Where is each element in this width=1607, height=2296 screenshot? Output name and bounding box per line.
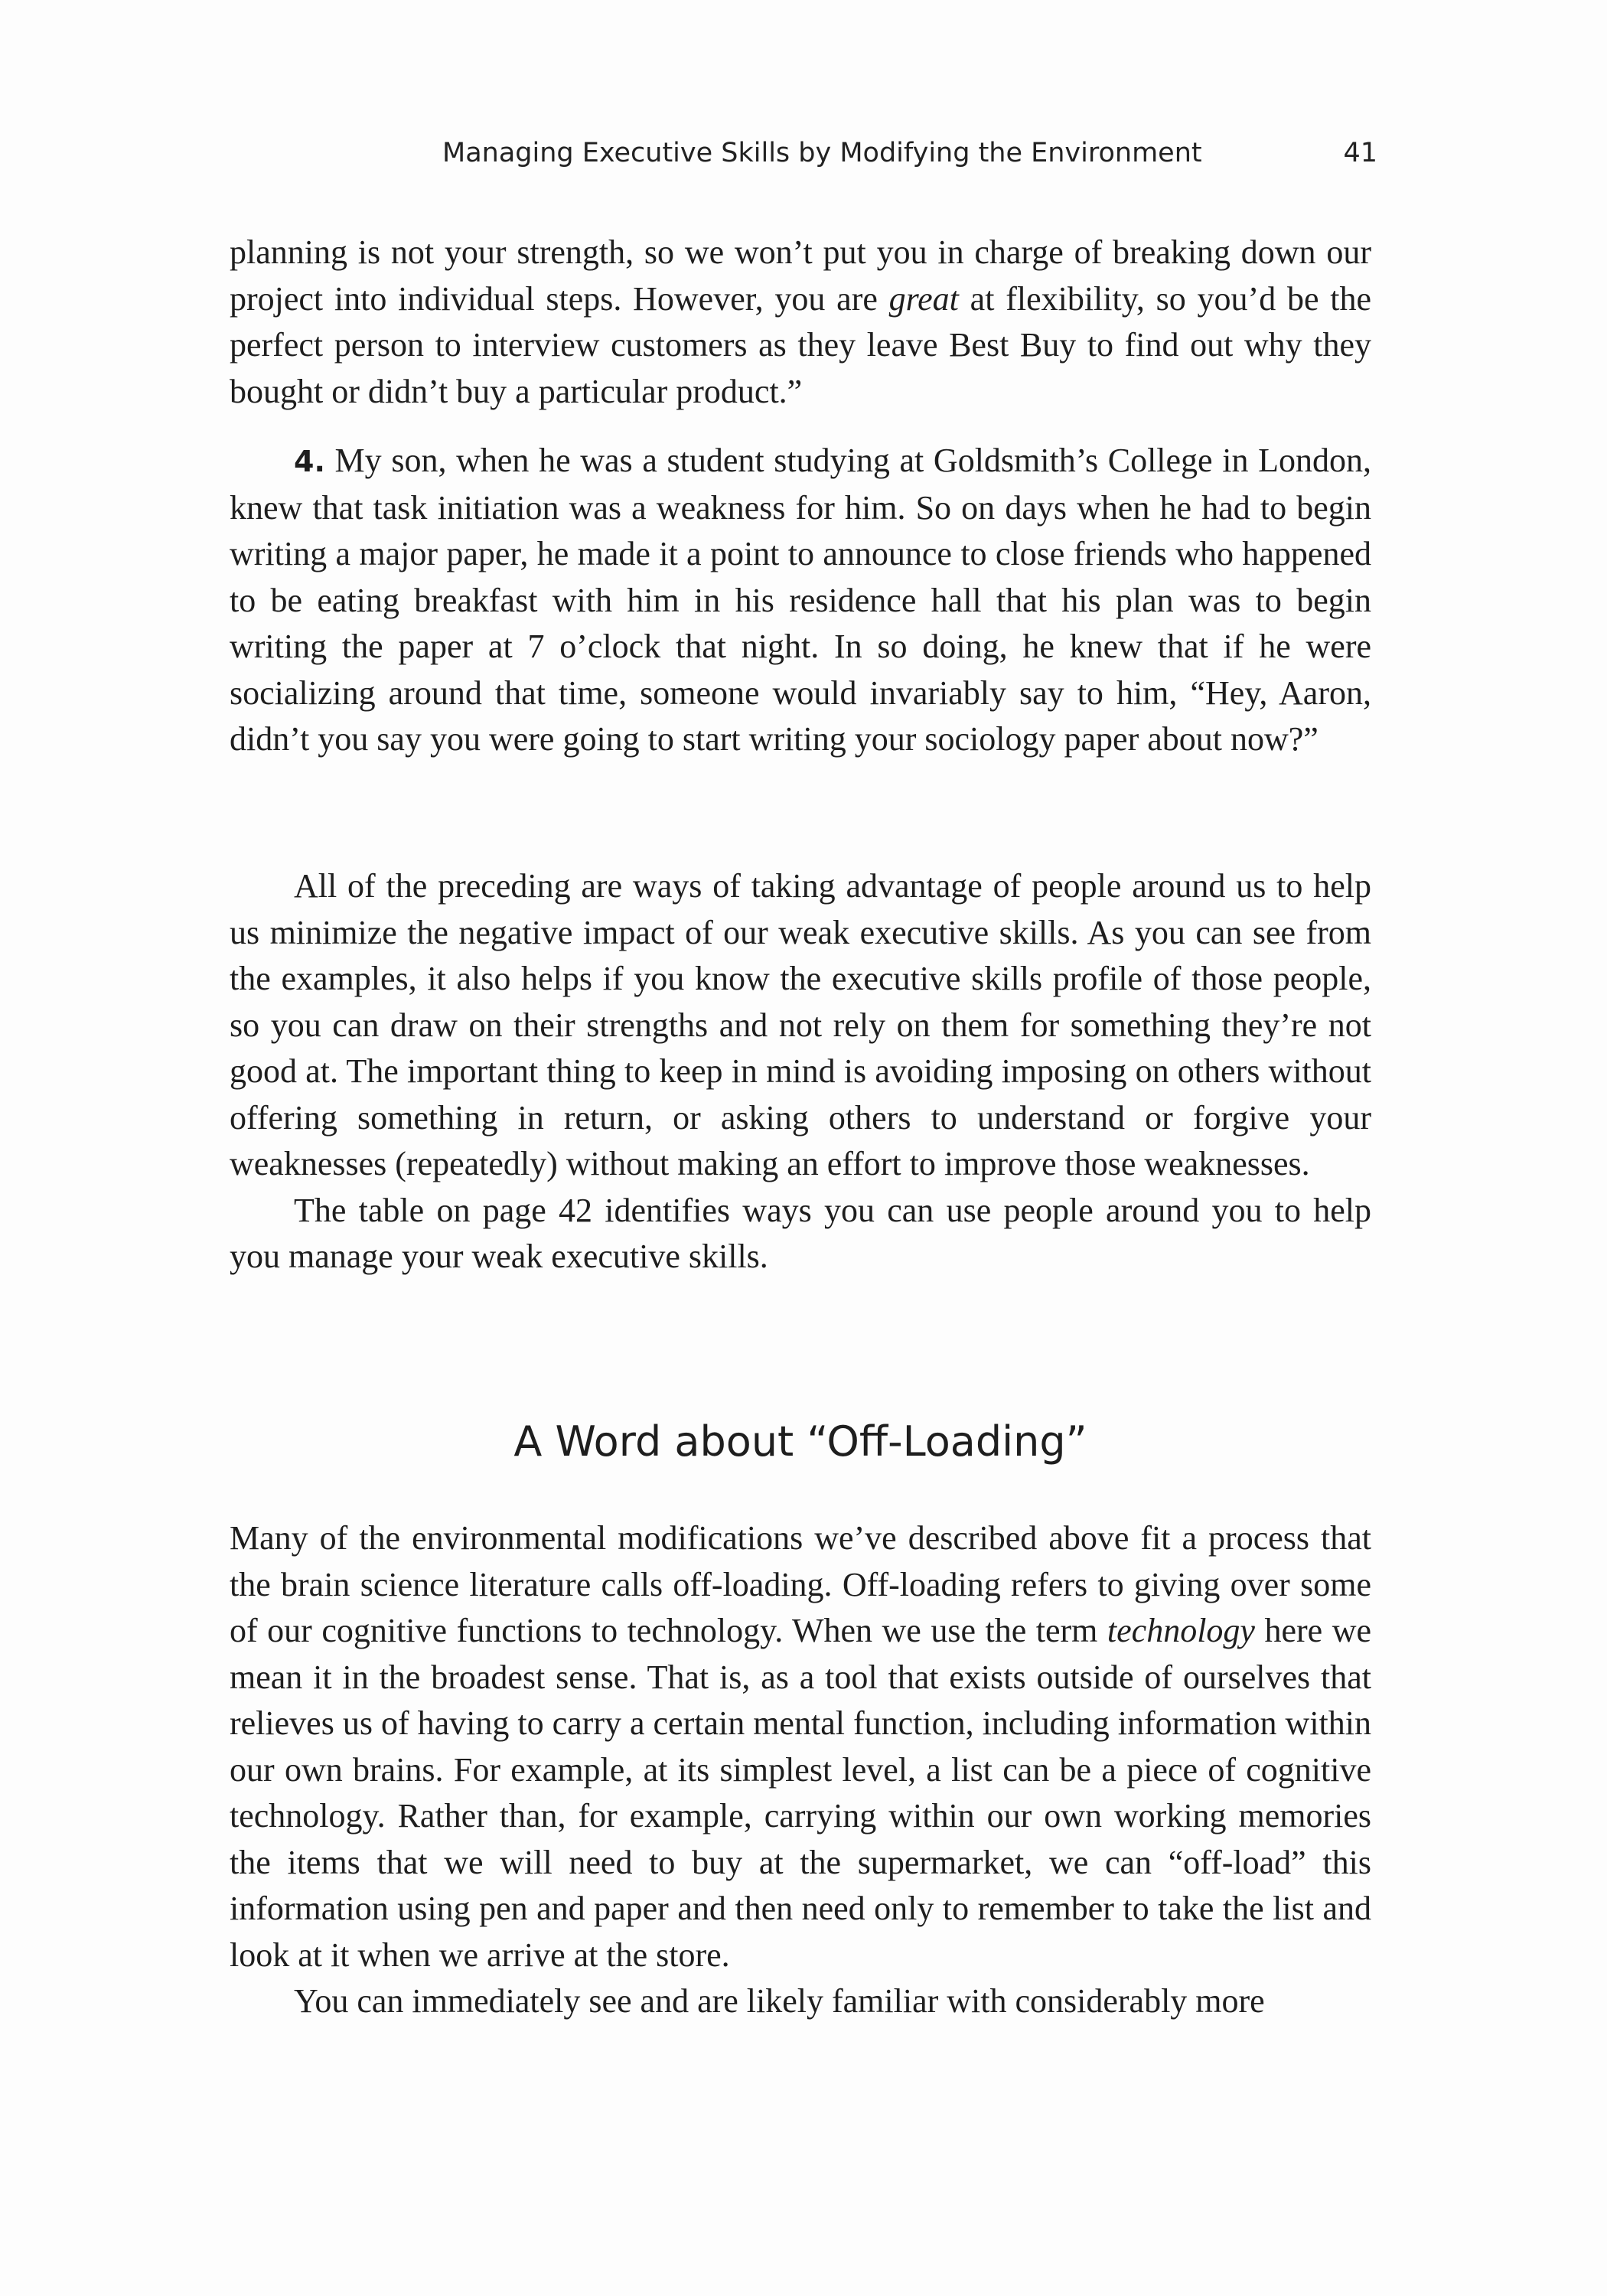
section-heading: A Word about “Off-Loading” <box>513 1417 1087 1466</box>
item-number: 4. <box>294 445 325 478</box>
running-head <box>230 132 1377 178</box>
text-run: here we mean it in the broadest sense. That is, as a tool that exists outside of ourselves that relieves us of having to carry a certain mental function, including information within our own brains. For example, at its simplest level, a list can be a piece of cognitive technology. Rather than, for example, carrying within our own working memories the items that we will need to buy at the supermarket, we can “off-load” this information using pen and paper and then need only to remember to take the list and look at it when we arrive at the store. <box>230 1612 1371 1974</box>
paragraph <box>230 438 1371 763</box>
text-run: planning is not your strength, so we won’t put you in charge of breaking down our project into individual steps. However, you are <box>230 233 1371 318</box>
paragraph-group <box>230 1515 1371 2025</box>
paragraph <box>230 230 1371 415</box>
paragraph-group <box>230 863 1371 1280</box>
paragraph-table-reference: The table on page 42 identifies ways you can use people around you to help you manage your weak executive skills. <box>230 1191 1371 1275</box>
text-run: at flexibility, so you’d be the perfect person to interview customers as they leave Best Buy to find out why they bought or didn’t buy a particular product.” <box>230 279 1372 410</box>
paragraph-offloading <box>230 1515 1371 1978</box>
list-item-4 <box>230 438 1371 763</box>
page-number: 41 <box>1343 138 1377 168</box>
paragraph-preceding: All of the preceding are ways of taking advantage of people around us to help us minimize the negative impact of our weak executive skills. As you can see from the examples, it also helps if you know the executive skills profile of those people, so you can draw on their strengths and not rely on them for something they’re not good at. The important thing to keep in mind is avoiding imposing on others without offering something in return, or asking others to understand or forgive your weaknesses (repeatedly) without making an effort to improve those weaknesses. <box>230 867 1371 1182</box>
paragraph-continuation <box>230 230 1371 415</box>
paragraph-last: You can immediately see and are likely familiar with considerably more <box>294 1982 1265 2020</box>
running-title: Managing Executive Skills by Modifying the Environment <box>442 138 1202 168</box>
emphasis-text: great <box>888 279 959 318</box>
emphasis-text: technology <box>1107 1612 1255 1649</box>
text-run: Many of the environmental modifications we’ve described above fit a process that the brain science literature calls off-loading. Off-loading refers to giving over some of our cognitive functions to technology. When we use the term <box>230 1519 1371 1649</box>
text-run: My son, when he was a student studying at Goldsmith’s College in London, knew that task initiation was a weakness for him. So on days when he had to begin writing a major paper, he made it a point to announce to close friends who happened to be eating breakfast with him in his residence hall that his plan was to begin writing the paper at 7 o’clock that night. In so doing, he knew that if he were socializing around that time, someone would invariably say to him, “Hey, Aaron, didn’t you say you were going to start writing your sociology paper about now?” <box>230 442 1371 758</box>
